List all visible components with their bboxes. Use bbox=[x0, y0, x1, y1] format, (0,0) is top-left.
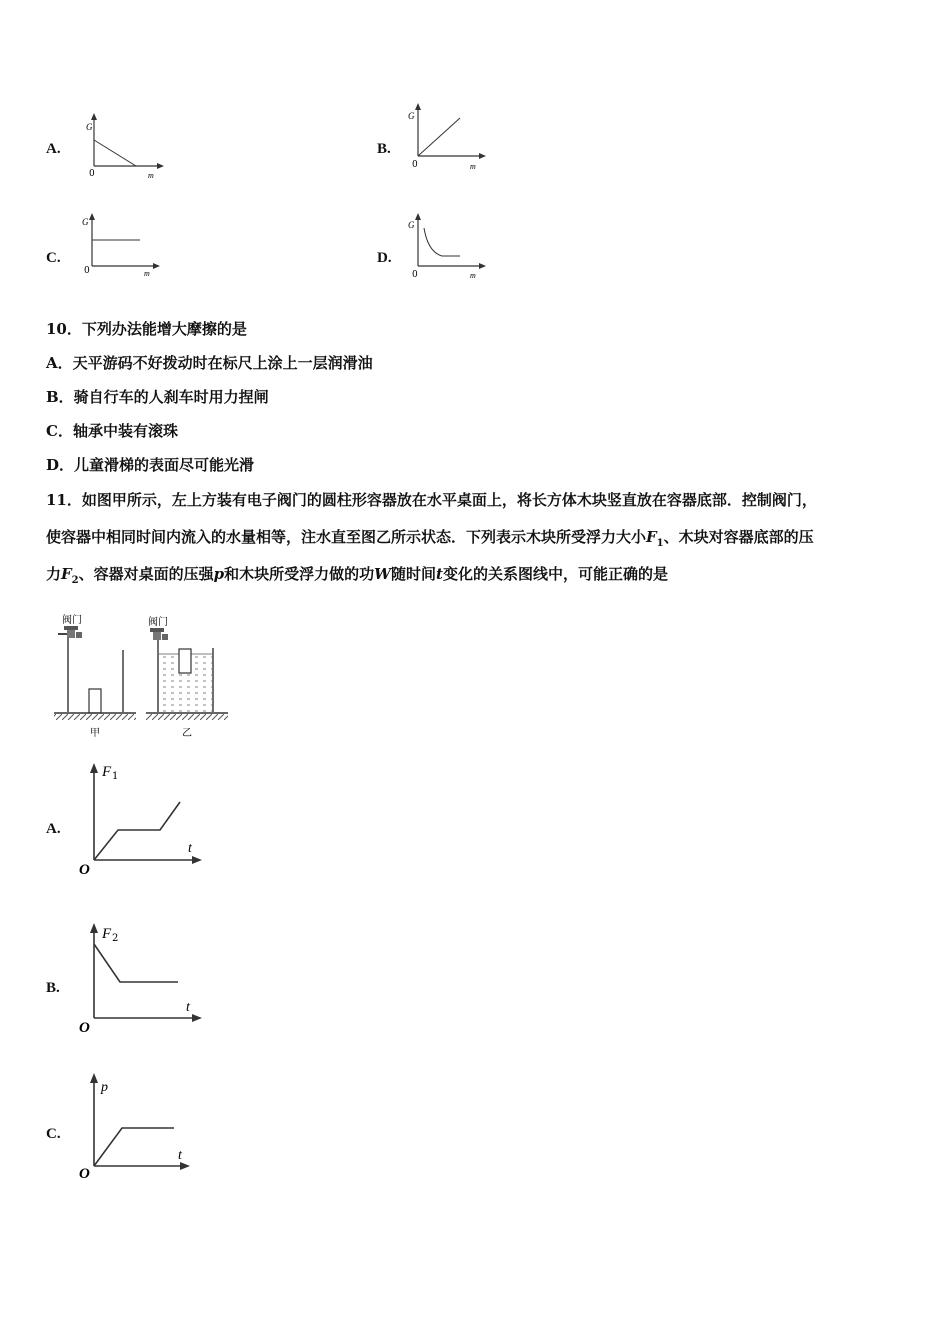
q11-stem-text: 和木块所受浮力做的功 bbox=[224, 565, 375, 583]
valve-label-left: 阀门 bbox=[62, 615, 82, 626]
q11-stem-text: 、容器对桌面的压强 bbox=[78, 565, 214, 583]
q11-option-c-label[interactable]: C. bbox=[46, 1126, 61, 1142]
figure-jia bbox=[54, 613, 136, 739]
q11-stem-line3 bbox=[46, 564, 668, 591]
q9-c-y-axis-label: G bbox=[82, 217, 89, 227]
q11-option-a-label[interactable]: A. bbox=[46, 821, 61, 837]
q11-c-y-axis-label: p bbox=[101, 1080, 108, 1095]
q9-d-x-axis-label: m bbox=[470, 271, 476, 280]
q9-option-b-label[interactable]: B. bbox=[377, 141, 391, 157]
q10-option-d[interactable]: D．儿童滑梯的表面尽可能光滑 bbox=[46, 456, 255, 474]
q9-a-x-axis-label: m bbox=[148, 171, 154, 180]
q11-stem-text: 、木块对容器底部的压 bbox=[663, 528, 814, 546]
q9-b-x-axis-label: m bbox=[470, 162, 476, 171]
q11-stem-text: 变化的关系图线中，可能正确的是 bbox=[442, 565, 668, 583]
q11-stem-line1: 11．如图甲所示，左上方装有电子阀门的圆柱形容器放在水平桌面上，将长方体木块竖直放在容器底部．控制阀门， bbox=[46, 491, 817, 509]
q11-option-c-graph bbox=[76, 1068, 200, 1184]
q9-d-y-axis-label: G bbox=[408, 220, 415, 230]
q10-stem: 10．下列办法能增大摩擦的是 bbox=[46, 320, 247, 338]
q10-option-b[interactable]: B．骑自行车的人刹车时用力捏闸 bbox=[46, 388, 269, 406]
q11-stem-text: 力 bbox=[46, 565, 62, 583]
q9-c-origin-label: 0 bbox=[84, 266, 90, 276]
q9-option-a-graph bbox=[84, 110, 174, 182]
q10-option-c[interactable]: C．轴承中装有滚珠 bbox=[46, 422, 178, 440]
q11-symbol-f1-subscript: 1 bbox=[656, 538, 664, 549]
q9-option-a-label[interactable]: A. bbox=[46, 141, 61, 157]
q11-a-y-axis-subscript: 1 bbox=[112, 771, 119, 782]
caption-jia: 甲 bbox=[90, 728, 100, 739]
valve-label-right: 阀门 bbox=[148, 617, 168, 628]
q11-symbol-f2: F bbox=[61, 565, 72, 583]
q11-option-a-graph bbox=[76, 758, 206, 880]
q9-option-d-graph bbox=[404, 210, 494, 282]
q9-option-d-label[interactable]: D. bbox=[377, 250, 392, 266]
q11-option-b-graph bbox=[76, 918, 206, 1038]
q11-a-x-axis-label: t bbox=[188, 841, 192, 856]
q9-option-c-label[interactable]: C. bbox=[46, 250, 61, 266]
q11-stem-line2 bbox=[46, 527, 814, 554]
q11-symbol-t: t bbox=[436, 565, 443, 583]
q9-option-c-graph bbox=[78, 210, 168, 282]
q11-figure bbox=[50, 612, 240, 744]
q11-symbol-w: W bbox=[374, 565, 392, 583]
q11-symbol-f2-subscript: 2 bbox=[71, 575, 79, 586]
q9-a-y-axis-label: G bbox=[86, 122, 93, 132]
q11-symbol-f1: F bbox=[646, 528, 657, 546]
q11-c-x-axis-label: t bbox=[178, 1148, 182, 1163]
q11-a-origin-label: O bbox=[79, 862, 90, 878]
q11-option-b-label[interactable]: B. bbox=[46, 980, 60, 996]
q9-c-x-axis-label: m bbox=[144, 269, 150, 278]
q11-b-y-axis-subscript: 2 bbox=[112, 933, 119, 944]
q9-d-origin-label: 0 bbox=[412, 270, 418, 280]
q11-a-y-axis-label: F bbox=[102, 764, 112, 780]
q11-stem-text: 使容器中相同时间内流入的水量相等，注水直至图乙所示状态．下列表示木块所受浮力大小 bbox=[46, 528, 647, 546]
q11-stem-text: 随时间 bbox=[391, 565, 437, 583]
caption-yi: 乙 bbox=[182, 728, 192, 739]
q9-option-b-graph bbox=[404, 100, 494, 174]
q10-option-a[interactable]: A．天平游码不好拨动时在标尺上涂上一层润滑油 bbox=[46, 354, 373, 372]
q9-b-y-axis-label: G bbox=[408, 111, 415, 121]
q11-b-y-axis-label: F bbox=[102, 926, 112, 942]
q9-b-origin-label: 0 bbox=[412, 160, 418, 170]
q11-b-origin-label: O bbox=[79, 1020, 90, 1036]
q11-symbol-p: p bbox=[213, 565, 225, 583]
q11-c-origin-label: O bbox=[79, 1166, 90, 1182]
q11-b-x-axis-label: t bbox=[186, 1000, 190, 1015]
q9-a-origin-label: 0 bbox=[89, 169, 95, 179]
figure-yi bbox=[146, 615, 228, 739]
